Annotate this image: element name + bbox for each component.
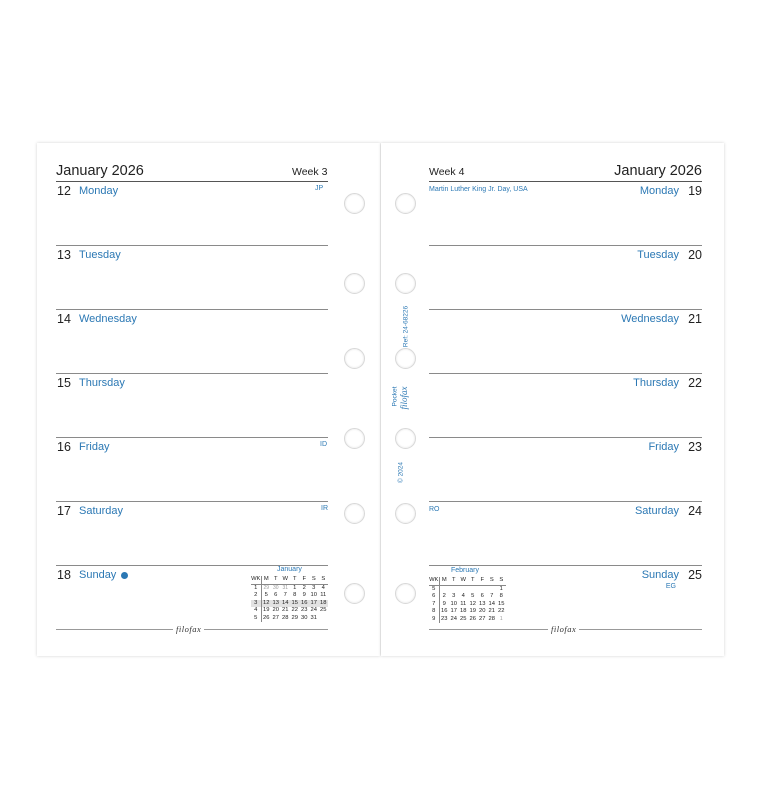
spine-copyright-text: © 2024 [397,461,405,484]
mini-calendar-day: 12 [469,600,476,607]
day-name: Wednesday [79,313,137,325]
binder-hole [344,273,365,294]
mini-calendar-week: 7 [429,601,439,609]
mini-calendar-header: W [281,576,291,584]
holiday-note: EG [665,583,676,590]
mini-calendar-title: February [451,567,480,574]
mini-calendar-day: 13 [272,599,279,606]
mini-calendar-day: 25 [460,615,467,622]
page-title: January 2026 [56,163,144,179]
mini-calendar-day: 29 [291,614,298,621]
day-number: 23 [688,440,702,454]
day-divider [429,501,702,502]
day-divider [429,437,702,438]
mini-calendar-day: 20 [479,608,486,614]
mini-calendar-day: 6 [274,592,278,598]
mini-calendar-day: 10 [450,600,457,607]
mini-calendar-day: 8 [499,593,503,599]
day-number: 12 [57,184,71,198]
mini-calendar-day: 4 [321,584,325,591]
mini-calendar-day: 28 [282,614,289,621]
mini-calendar-week: 8 [429,608,439,616]
mini-calendar-day [478,585,488,593]
day-divider [429,373,702,374]
mini-calendar-day: 19 [469,608,476,614]
day-number: 15 [57,376,71,390]
day-number: 21 [688,312,702,326]
binder-hole [344,193,365,214]
binder-hole [395,273,416,294]
mini-calendar-day: 11 [460,600,467,607]
left-diary-page [37,143,380,656]
day-divider [429,309,702,310]
filofax-logo: filofax [548,624,579,634]
day-number: 18 [57,568,71,582]
mini-calendar-day: 27 [272,614,279,621]
mini-calendar-day: 19 [263,607,270,613]
day-number: 22 [688,376,702,390]
day-name: Tuesday [79,249,121,261]
mini-calendar-week: 2 [251,592,261,600]
mini-calendar-day: 9 [442,600,446,607]
mini-calendar-header: M [439,577,449,585]
mini-calendar-header: T [449,577,459,585]
day-name: Sunday [641,569,679,581]
day-name: Thursday [79,377,125,389]
mini-calendar-day: 28 [488,615,495,622]
spine-ref-text: Ref: 24-68226 [402,305,410,348]
holiday-note: RO [429,506,440,513]
day-divider [429,245,702,246]
mini-calendar-day [439,585,449,593]
mini-calendar-day: 18 [460,608,467,614]
mini-calendar-day [459,585,469,593]
mini-calendar-header: T [271,576,281,584]
binder-hole [395,193,416,214]
day-number: 16 [57,440,71,454]
mini-calendar-day: 26 [263,614,270,621]
day-name: Tuesday [637,249,679,261]
mini-calendar-day: 24 [450,615,457,622]
mini-calendar-week: 3 [251,600,261,608]
mini-calendar-grid [251,576,328,622]
holiday-note: ID [320,441,327,448]
day-name: Friday [79,441,110,453]
mini-calendar-day: 7 [283,592,287,598]
mini-calendar-day: 16 [441,608,448,614]
mini-calendar-day: 25 [320,607,327,613]
header-rule [429,181,702,182]
mini-calendar-header: S [319,576,329,584]
binder-hole [344,348,365,369]
day-divider [56,373,328,374]
mini-calendar-day: 11 [320,592,327,598]
mini-calendar-title: January [277,566,302,573]
mini-calendar-day [449,585,459,593]
mini-calendar-day [468,585,478,593]
mini-calendar-grid [429,577,506,623]
mini-calendar-header: S [309,576,319,584]
mini-calendar-january [251,566,331,626]
day-divider [56,501,328,502]
mini-calendar-february [429,567,509,627]
mini-calendar-day: 23 [301,607,308,613]
header-rule [56,181,328,182]
spine-pocket-text: Pocket [391,386,399,407]
new-moon-dot-icon [121,572,128,579]
mini-calendar-header: F [300,576,310,584]
mini-calendar-week: 5 [251,615,261,623]
mini-calendar-day: 22 [498,608,505,614]
mini-calendar-week: 5 [429,585,439,593]
day-name: Wednesday [621,313,679,325]
mini-calendar-day: 1 [293,584,297,591]
mini-calendar-header: T [290,576,300,584]
day-number: 24 [688,504,702,518]
mini-calendar-day: 22 [291,607,298,613]
mini-calendar-day: 15 [291,599,298,606]
day-name: Monday [79,185,119,197]
spine-filofax-logo: filofax [399,386,409,410]
mini-calendar-week: 1 [251,584,261,592]
binder-hole [395,503,416,524]
day-name: Sunday [79,569,117,581]
mini-calendar-day: 3 [452,593,456,599]
day-divider [56,437,328,438]
mini-calendar-day: 10 [310,592,317,598]
mini-calendar-header: W [459,577,469,585]
mini-calendar-day: 31 [310,614,317,621]
day-number: 14 [57,312,71,326]
right-diary-page [381,143,724,656]
mini-calendar-day: 2 [302,584,306,591]
binder-hole [344,503,365,524]
mini-calendar-header: M [261,576,271,584]
mini-calendar-header: T [468,577,478,585]
mini-calendar-day: 18 [320,599,327,606]
day-number: 25 [688,568,702,582]
mini-calendar-day: 12 [261,600,271,608]
mini-calendar-day: 31 [282,584,289,591]
mini-calendar-day: 24 [310,607,317,613]
day-name: Saturday [79,505,124,517]
mini-calendar-day: 26 [469,615,476,622]
mini-calendar-day: 27 [479,615,486,622]
mini-calendar-day [487,585,497,593]
mini-calendar-day: 9 [302,592,306,598]
day-divider [56,245,328,246]
day-divider [56,309,328,310]
filofax-logo: filofax [173,624,204,634]
mini-calendar-header: S [497,577,507,585]
mini-calendar-header: F [478,577,488,585]
mini-calendar-day: 23 [441,615,448,622]
mini-calendar-day: 1 [499,585,503,592]
mini-calendar-day: 13 [479,600,486,607]
mini-calendar-day: 30 [272,584,279,591]
mini-calendar-header: WK [251,576,261,582]
mini-calendar-day: 16 [301,599,308,606]
day-name: Friday [648,441,679,453]
mini-calendar-day: 5 [471,593,475,599]
mini-calendar-day [319,615,329,623]
binder-hole [344,428,365,449]
day-name: Thursday [633,377,679,389]
mini-calendar-header: WK [429,577,439,583]
day-name: Monday [639,185,679,197]
page-title: January 2026 [614,163,702,179]
day-number: 13 [57,248,71,262]
mini-calendar-day: 17 [450,608,457,614]
binder-hole [344,583,365,604]
day-number: 17 [57,504,71,518]
mini-calendar-header: S [487,577,497,585]
mini-calendar-week: 6 [429,593,439,601]
binder-hole [395,428,416,449]
mini-calendar-day: 14 [282,599,289,606]
mini-calendar-day: 1 [499,615,503,622]
week-label: Week 4 [429,166,465,178]
mini-calendar-day: 30 [301,614,308,621]
mini-calendar-day: 2 [442,593,446,599]
mini-calendar-day: 8 [293,592,297,598]
binder-hole [395,583,416,604]
day-number: 19 [688,184,702,198]
day-name: Saturday [634,505,679,517]
mini-calendar-day: 6 [480,593,484,599]
mini-calendar-day: 14 [488,600,495,607]
holiday-note: IR [321,505,328,512]
mini-calendar-day: 17 [310,599,317,606]
holiday-note: Martin Luther King Jr. Day, USA [429,186,528,193]
mini-calendar-day: 5 [264,592,268,598]
mini-calendar-day: 21 [488,608,495,614]
mini-calendar-day: 4 [461,593,465,599]
day-number: 20 [688,248,702,262]
mini-calendar-day: 20 [272,607,279,613]
mini-calendar-day: 7 [490,593,494,599]
day-divider [429,565,702,566]
mini-calendar-day: 3 [312,584,316,591]
week-label: Week 3 [292,166,328,178]
mini-calendar-week: 9 [429,616,439,624]
holiday-note: JP [315,185,324,192]
mini-calendar-day: 21 [282,607,289,613]
mini-calendar-week: 4 [251,607,261,615]
mini-calendar-day: 15 [498,600,505,607]
mini-calendar-day: 29 [263,584,270,591]
